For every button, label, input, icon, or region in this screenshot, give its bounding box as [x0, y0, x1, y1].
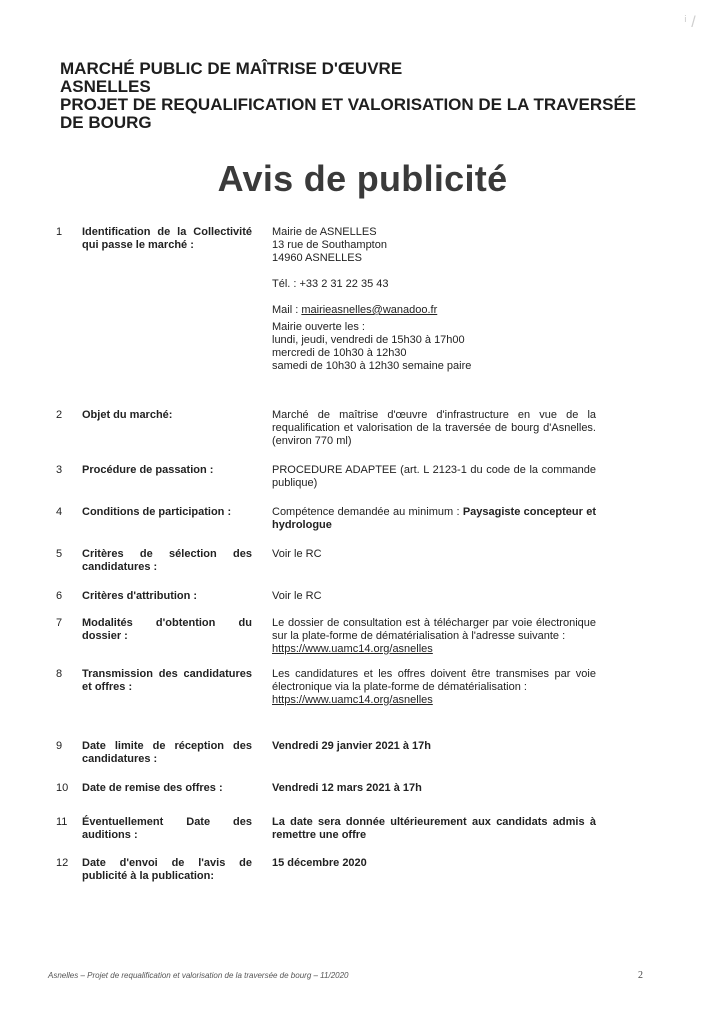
- mail-prefix: Mail :: [272, 304, 302, 316]
- item-label: Date de remise des offres :: [82, 782, 223, 794]
- header-line: PROJET DE REQUALIFICATION ET VALORISATION DE LA TRAVERSÉE: [60, 95, 637, 114]
- item-number: 2: [56, 409, 63, 421]
- item-label: Éventuellement Date des auditions :: [82, 816, 252, 841]
- opening-hours-line: mercredi de 10h30 à 12h30: [272, 347, 407, 359]
- opening-hours-line: samedi de 10h30 à 12h30 semaine paire: [272, 360, 472, 372]
- header-line: MARCHÉ PUBLIC DE MAÎTRISE D'ŒUVRE: [60, 59, 403, 78]
- item-label: Critères d'attribution :: [82, 590, 198, 602]
- item-value: [272, 617, 596, 656]
- authority-phone: Tél. : +33 2 31 22 35 43: [272, 278, 389, 290]
- authority-mail: [272, 304, 596, 317]
- value-emphasis: Paysagiste concepteur et hydrologue: [272, 506, 597, 531]
- authority-address-line: 13 rue de Southampton: [272, 239, 387, 251]
- item-value: Vendredi 29 janvier 2021 à 17h: [272, 740, 431, 752]
- item-value: Voir le RC: [272, 590, 322, 602]
- item-label: Transmission des candidatures et offres :: [82, 668, 252, 693]
- authority-address-line: 14960 ASNELLES: [272, 252, 362, 264]
- page-footer: Asnelles – Projet de requalification et valorisation de la traversée de bourg – 11/2020: [48, 971, 349, 980]
- item-label: Procédure de passation :: [82, 464, 214, 476]
- item-number: 5: [56, 548, 63, 560]
- item-number: 6: [56, 590, 63, 602]
- item-value: PROCEDURE ADAPTEE (art. L 2123-1 du code de la commande publique): [272, 464, 596, 489]
- item-value: Vendredi 12 mars 2021 à 17h: [272, 782, 422, 794]
- value-prefix: Compétence demandée au minimum :: [272, 506, 463, 518]
- opening-hours-title: Mairie ouverte les :: [272, 321, 365, 333]
- item-label: Date limite de réception des candidatures :: [82, 740, 252, 765]
- platform-link[interactable]: https://www.uamc14.org/asnelles: [272, 694, 433, 706]
- page-number: 2: [638, 970, 643, 981]
- item-value: [272, 668, 596, 707]
- item-number: 7: [56, 617, 63, 629]
- item-value: Marché de maîtrise d'œuvre d'infrastructure en vue de la requalification et valorisation de la traversée de bourg d'Asnelles. (environ 770 ml): [272, 409, 596, 447]
- item-number: 9: [56, 740, 63, 752]
- item-label: Objet du marché:: [82, 409, 173, 421]
- mail-link[interactable]: mairieasnelles@wanadoo.fr: [301, 304, 438, 316]
- item-value-text: Les candidatures et les offres doivent être transmises par voie électronique via la plate-forme de dématérialisation :: [272, 668, 596, 693]
- item-number: 10: [56, 782, 69, 794]
- item-value: [272, 226, 596, 373]
- item-label: Date d'envoi de l'avis de publicité à la publication:: [82, 857, 252, 882]
- item-value: 15 décembre 2020: [272, 857, 367, 869]
- item-number: 8: [56, 668, 63, 680]
- item-number: 12: [56, 857, 69, 869]
- header-line: ASNELLES: [60, 77, 151, 96]
- item-number: 1: [56, 226, 63, 238]
- item-number: 11: [56, 816, 68, 828]
- header-line: DE BOURG: [60, 113, 152, 132]
- authority-name: Mairie de ASNELLES: [272, 226, 377, 238]
- item-value-text: Le dossier de consultation est à télécharger par voie électronique sur la plate-forme de dématérialisation à l'adresse suivante :: [272, 617, 596, 642]
- opening-hours-line: lundi, jeudi, vendredi de 15h30 à 17h00: [272, 334, 465, 346]
- item-value: Voir le RC: [272, 548, 322, 560]
- item-label: Critères de sélection des candidatures :: [82, 548, 252, 573]
- scan-mark: ⁱ /: [684, 14, 696, 31]
- item-number: 3: [56, 464, 63, 476]
- item-label: Conditions de participation :: [82, 506, 232, 518]
- item-label: Identification de la Collectivité qui passe le marché :: [82, 226, 252, 251]
- document-header: [60, 60, 660, 132]
- item-label: Modalités d'obtention du dossier :: [82, 617, 252, 642]
- item-value: La date sera donnée ultérieurement aux candidats admis à remettre une offre: [272, 816, 596, 841]
- platform-link[interactable]: https://www.uamc14.org/asnelles: [272, 643, 433, 655]
- item-number: 4: [56, 506, 63, 518]
- item-value: [272, 506, 596, 532]
- page-title: Avis de publicité: [217, 158, 508, 199]
